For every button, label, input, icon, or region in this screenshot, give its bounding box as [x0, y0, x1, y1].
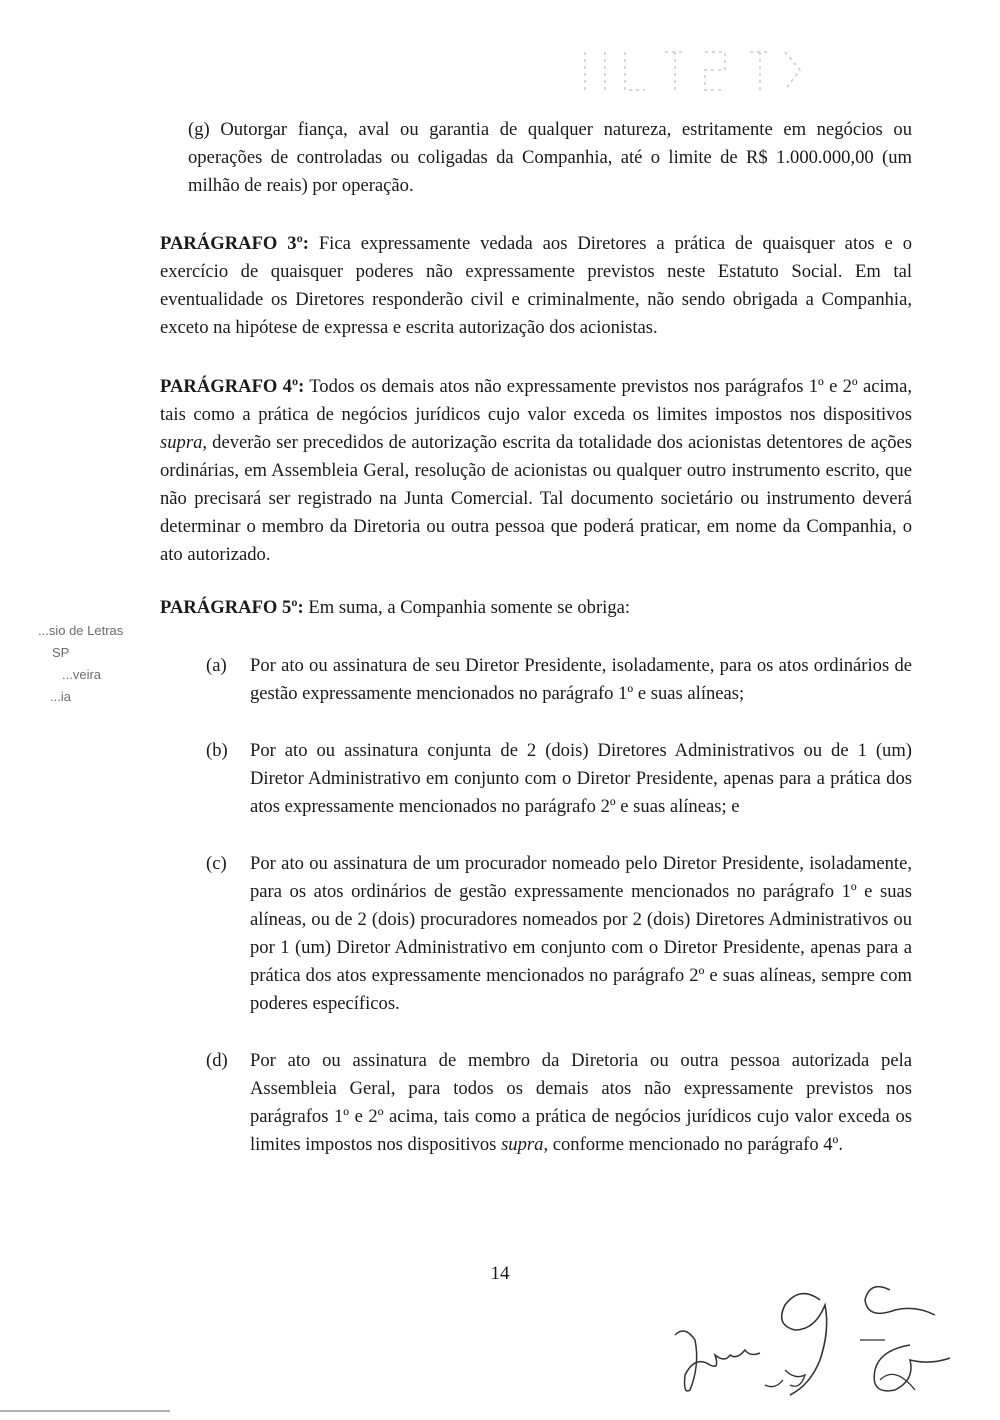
signature-2: [760, 1270, 850, 1400]
paragrafo-4-italic: supra: [160, 432, 203, 453]
paragrafo-4-text-after: , deverão ser precedidos de autorização escrita da totalidade dos acionistas detentores de ações ordinárias, em Assembleia Geral, resolução de acionistas ou qualquer outro instrumento escrito, que não precisará ser registrado na Junta Comercial. Tal documento societário ou instrumento deverá determinar o membro da Diretoria ou outra pessoa que poderá praticar, em nome da Companhia, o ato autorizado.: [160, 432, 912, 565]
list-item-mark: (a): [206, 655, 227, 676]
paragrafo-5-text: Em suma, a Companhia somente se obriga:: [308, 597, 631, 618]
list-item-mark: (d): [206, 1050, 228, 1071]
list-item-d-text-before: Por ato ou assinatura de membro da Diretoria ou outra pessoa autorizada pela Assembleia Geral, para todos os demais atos não expressamente previstos nos parágrafos 1º e 2º acima, tais como a prática de negócios jurídicos cujo valor exceda os limites impostos nos dispositivos: [250, 1050, 912, 1155]
list-item-b: [206, 737, 912, 821]
paragrafo-5-heading: PARÁGRAFO 5º:: [160, 597, 304, 618]
paragrafo-3: [160, 230, 912, 342]
list-item-text: Por ato ou assinatura de seu Diretor Presidente, isoladamente, para os atos ordinários de gestão expressamente mencionados no parágrafo 1º e suas alíneas;: [250, 655, 912, 704]
faded-stamp-mark: [575, 40, 805, 100]
item-g-mark: (g): [188, 119, 210, 140]
paragrafo-4-text-before: Todos os demais atos não expressamente previstos nos parágrafos 1º e 2º acima, tais como a prática de negócios jurídicos cujo valor exceda os limites impostos nos dispositivos: [160, 376, 912, 425]
page-number: 14: [490, 1263, 510, 1284]
list-item-d-text-after: , conforme mencionado no parágrafo 4º.: [543, 1134, 843, 1155]
paragrafo-3-heading: PARÁGRAFO 3º:: [160, 233, 309, 254]
stamp-line-3: ...veira: [62, 667, 102, 682]
paragrafo-4: [160, 373, 912, 569]
signature-3: [840, 1270, 960, 1410]
list-item-a: [206, 652, 912, 708]
list-item-d: [206, 1047, 912, 1159]
item-g: [188, 116, 912, 200]
list-item-mark: (b): [206, 740, 228, 761]
list-item-c: [206, 850, 912, 1018]
paragrafo-3-text: Fica expressamente vedada aos Diretores a prática de quaisquer atos e o exercício de quaisquer poderes não expressamente previstos neste Estatuto Social. Em tal eventualidade os Diretores responderão civil e criminalmente, não sendo obrigada a Companhia, exceto na hipótese de expressa e escrita autorização dos acionistas.: [160, 233, 912, 338]
paragrafo-5: [160, 594, 912, 622]
paragrafo-4-heading: PARÁGRAFO 4º:: [160, 376, 305, 397]
scan-edge-line: [0, 1410, 170, 1412]
list-item-text: Por ato ou assinatura de um procurador nomeado pelo Diretor Presidente, isoladamente, para os atos ordinários de gestão expressamente mencionados no parágrafo 1º e suas alíneas, ou de 2 (dois) procuradores nomeados por 2 (dois) Diretores Administrativos ou por 1 (um) Diretor Administrativo em conjunto com o Diretor Presidente, apenas para a prática dos atos expressamente mencionados no parágrafo 2º e suas alíneas, sempre com poderes específicos.: [250, 853, 912, 1014]
translator-stamp: [38, 620, 148, 708]
list-item-d-italic: supra: [501, 1134, 544, 1155]
stamp-line-1: ...sio de Letras: [38, 623, 124, 638]
list-item-mark: (c): [206, 853, 227, 874]
list-item-text: Por ato ou assinatura conjunta de 2 (dois) Diretores Administrativos ou de 1 (um) Diretor Administrativo em conjunto com o Diretor Presidente, apenas para a prática dos atos expressamente mencionados no parágrafo 2º e suas alíneas; e: [250, 740, 912, 817]
list-item-text: [250, 1047, 912, 1159]
stamp-line-2: SP: [52, 645, 70, 660]
item-g-text: Outorgar fiança, aval ou garantia de qualquer natureza, estritamente em negócios ou operações de controladas ou coligadas da Companhia, até o limite de R$ 1.000.000,00 (um milhão de reais) por operação.: [188, 119, 912, 196]
stamp-line-4: ...ia: [50, 689, 71, 704]
